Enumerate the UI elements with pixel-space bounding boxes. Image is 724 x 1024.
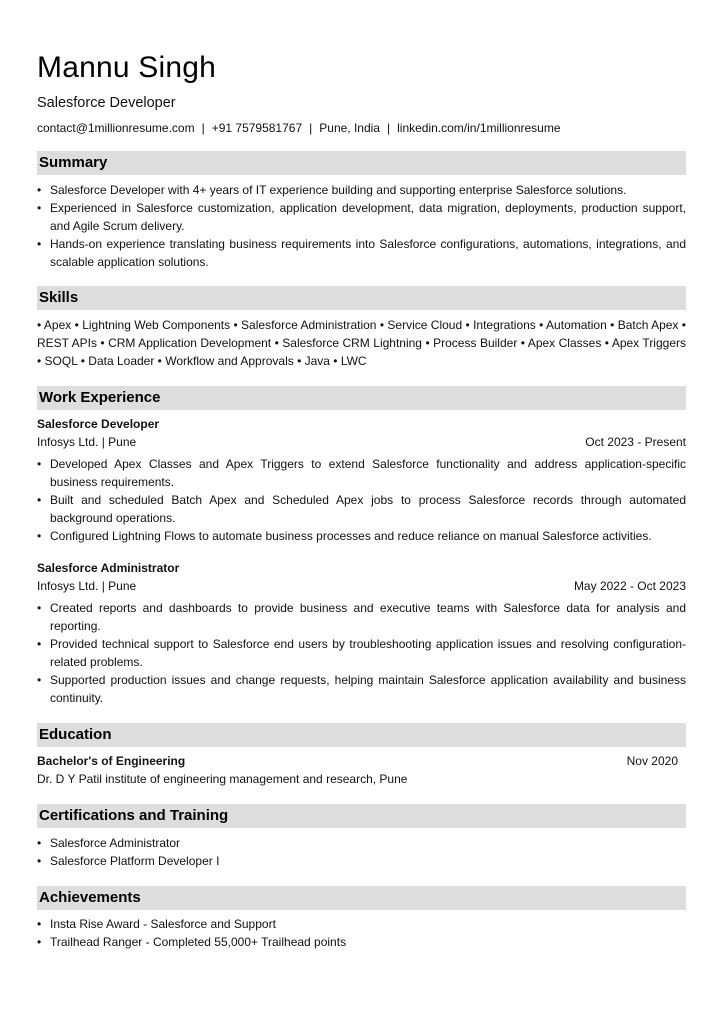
- education-school: Dr. D Y Patil institute of engineering management and research, Pune: [37, 772, 408, 786]
- contact-phone[interactable]: +91 7579581767: [211, 121, 303, 135]
- contact-linkedin[interactable]: linkedin.com/in/1millionresume: [397, 121, 561, 135]
- certifications-content: [37, 834, 686, 870]
- job-dates: May 2022 - Oct 2023: [573, 579, 686, 593]
- skills-title: Skills: [39, 289, 79, 306]
- certification-item: • Salesforce Administrator: [37, 834, 686, 852]
- job-company: Infosys Ltd. | Pune: [37, 435, 137, 449]
- summary-list: [37, 181, 686, 271]
- achievements-list: [37, 915, 686, 951]
- achievements-content: [37, 915, 686, 951]
- education-degree-row: [37, 752, 686, 770]
- job-dates: Oct 2023 - Present: [585, 435, 686, 449]
- summary-section-header: [37, 151, 686, 175]
- job-bullet: • Supported production issues and change requests, helping maintain Salesforce application availability and business continuity.: [37, 671, 686, 707]
- education-degree: Bachelor's of Engineering: [37, 754, 186, 768]
- achievements-title: Achievements: [39, 889, 141, 906]
- job-meta-row: [37, 577, 686, 595]
- education-section-header: [37, 723, 686, 747]
- summary-item: • Salesforce Developer with 4+ years of IT experience building and supporting enterprise Salesforce solutions.: [37, 181, 686, 199]
- job-position: Salesforce Administrator: [37, 561, 180, 575]
- summary-item: • Hands-on experience translating business requirements into Salesforce configurations, automations, integrations, and scalable application solutions.: [37, 235, 686, 271]
- education-date: Nov 2020: [626, 754, 678, 768]
- experience-section-header: [37, 386, 686, 410]
- certifications-section-header: [37, 804, 686, 828]
- job-entry: [37, 559, 686, 707]
- job-bullets: [37, 455, 686, 545]
- candidate-name: Mannu Singh: [37, 51, 216, 84]
- summary-title: Summary: [39, 154, 108, 171]
- education-content: [37, 752, 686, 788]
- job-entry: [37, 415, 686, 545]
- skills-content: [37, 316, 686, 370]
- skills-section-header: [37, 286, 686, 310]
- job-meta-row: [37, 433, 686, 451]
- summary-content: [37, 181, 686, 271]
- job-bullets: [37, 599, 686, 707]
- certifications-title: Certifications and Training: [39, 807, 229, 824]
- job-bullet: • Developed Apex Classes and Apex Triggers to extend Salesforce functionality and address application-specific business requirements.: [37, 455, 686, 491]
- job-position: Salesforce Developer: [37, 417, 160, 431]
- certification-item: • Salesforce Platform Developer I: [37, 852, 686, 870]
- achievements-section-header: [37, 886, 686, 910]
- contact-email[interactable]: contact@1millionresume.com: [37, 121, 195, 135]
- experience-title: Work Experience: [39, 389, 161, 406]
- education-title: Education: [39, 726, 112, 743]
- contact-separator: |: [201, 121, 205, 135]
- job-bullet: • Created reports and dashboards to provide business and executive teams with Salesforce data for analysis and reporting.: [37, 599, 686, 635]
- achievement-item: • Insta Rise Award - Salesforce and Support: [37, 915, 686, 933]
- contact-location: Pune, India: [319, 121, 380, 135]
- job-bullet: • Configured Lightning Flows to automate business processes and reduce reliance on manual Salesforce activities.: [37, 527, 686, 545]
- candidate-role: Salesforce Developer: [37, 95, 176, 111]
- contact-separator: |: [386, 121, 391, 135]
- achievement-item: • Trailhead Ranger - Completed 55,000+ Trailhead points: [37, 933, 686, 951]
- contact-separator: |: [309, 121, 313, 135]
- skills-list: • Apex • Lightning Web Components • Salesforce Administration • Service Cloud • Integrations • Automation • Batch Apex • REST APIs • CRM Application Development • Salesforce CRM Lightning • Process Builder • Apex Classes • Apex Triggers • SOQL • Data Loader • Workflow and Approvals • Java • LWC: [37, 318, 686, 368]
- contact-line: [37, 120, 561, 136]
- job-bullet: • Provided technical support to Salesforce end users by troubleshooting application issues and resolving configuration-related problems.: [37, 635, 686, 671]
- job-bullet: • Built and scheduled Batch Apex and Scheduled Apex jobs to process Salesforce records through automated background operations.: [37, 491, 686, 527]
- certifications-list: [37, 834, 686, 870]
- summary-item: • Experienced in Salesforce customization, application development, data migration, deployments, production support, and Agile Scrum delivery.: [37, 199, 686, 235]
- job-company: Infosys Ltd. | Pune: [37, 579, 137, 593]
